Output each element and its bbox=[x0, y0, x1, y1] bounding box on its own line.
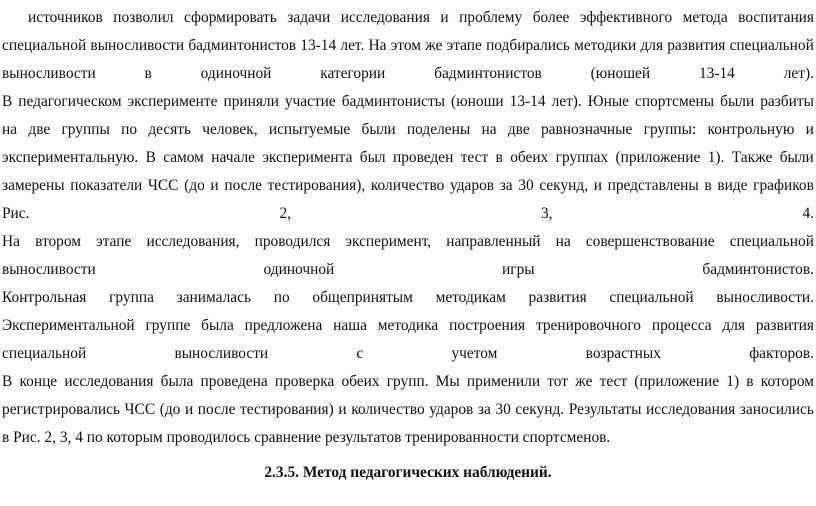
word: заносились bbox=[739, 401, 814, 418]
paragraph-line bbox=[28, 6, 814, 30]
word: равнозначные bbox=[540, 121, 633, 138]
word: специальной bbox=[609, 289, 694, 306]
word: развития bbox=[667, 37, 726, 54]
word: педагогическом bbox=[18, 93, 122, 110]
word: построения bbox=[449, 317, 526, 334]
word: представлены bbox=[607, 177, 699, 194]
word: в bbox=[495, 149, 503, 166]
word: количество bbox=[370, 177, 445, 194]
word: методика bbox=[377, 317, 439, 334]
word: 13-14 bbox=[698, 65, 735, 82]
word: и bbox=[184, 401, 194, 418]
word: направленный bbox=[446, 233, 541, 250]
word: задачи bbox=[287, 9, 331, 26]
word: бадминтонистов bbox=[434, 65, 542, 82]
word: этом bbox=[390, 37, 421, 54]
word: были bbox=[720, 93, 755, 110]
word: В bbox=[2, 93, 13, 110]
word: выносливости bbox=[2, 65, 96, 82]
word: группе bbox=[145, 317, 191, 334]
word: обеих bbox=[510, 149, 549, 166]
word: В bbox=[2, 373, 13, 390]
word: была bbox=[201, 317, 234, 334]
word: исследования bbox=[340, 9, 430, 26]
word: показатели bbox=[70, 177, 143, 194]
word: Рис. bbox=[2, 205, 30, 222]
word: учетом bbox=[451, 345, 498, 362]
word: Экспериментальной bbox=[2, 317, 135, 334]
paragraph-line bbox=[2, 314, 814, 338]
paragraph-line bbox=[2, 398, 814, 422]
word: в bbox=[704, 177, 712, 194]
word: контрольную bbox=[707, 121, 795, 138]
word: же bbox=[575, 373, 593, 390]
word: за bbox=[499, 177, 513, 194]
paragraph-line bbox=[2, 202, 814, 226]
paragraph-line bbox=[2, 62, 814, 86]
word: общепринятым bbox=[312, 289, 413, 306]
word: метода bbox=[682, 9, 728, 26]
paragraph-line bbox=[2, 174, 814, 198]
word: ударов bbox=[450, 177, 495, 194]
word: 13-14 bbox=[509, 93, 546, 110]
word: разбиты bbox=[760, 93, 814, 110]
word: поделены bbox=[406, 121, 471, 138]
word: более bbox=[532, 9, 570, 26]
word: группа bbox=[109, 289, 154, 306]
word: На bbox=[2, 233, 20, 250]
word: бадминтонистов bbox=[188, 37, 297, 54]
word: факторов. bbox=[749, 345, 814, 362]
word: (юноши bbox=[451, 93, 504, 110]
word: этапе bbox=[446, 37, 482, 54]
paragraph-line: в Рис. 2, 3, 4 по которым проводилось сравнение результатов тренированности спортсменов. bbox=[2, 429, 611, 446]
word: эксперимент, bbox=[345, 233, 432, 250]
word: количество bbox=[351, 401, 425, 418]
word: группы bbox=[61, 121, 110, 138]
word: и bbox=[593, 177, 602, 194]
word: после bbox=[224, 177, 262, 194]
word: тестирования), bbox=[267, 177, 366, 194]
word: Юные bbox=[587, 93, 629, 110]
word: же bbox=[425, 37, 443, 54]
word: занималась bbox=[176, 289, 251, 306]
word: выносливости. bbox=[716, 289, 814, 306]
paragraph-line bbox=[2, 286, 814, 310]
word: с bbox=[356, 345, 364, 362]
word: после bbox=[197, 401, 236, 418]
word: выносливости bbox=[2, 261, 96, 278]
word: проводился bbox=[254, 233, 331, 250]
word: В bbox=[145, 149, 156, 166]
word: в bbox=[746, 373, 754, 390]
word: (до bbox=[184, 177, 205, 194]
word: и bbox=[440, 9, 449, 26]
word: были bbox=[779, 149, 814, 166]
word: две bbox=[507, 121, 530, 138]
word: замерены bbox=[2, 177, 65, 194]
word: развития bbox=[528, 289, 587, 306]
word: была bbox=[160, 373, 194, 390]
word: выносливости bbox=[90, 37, 185, 54]
word: тестирования) bbox=[240, 401, 334, 418]
word: специальной bbox=[2, 345, 87, 362]
word: развития bbox=[755, 317, 814, 334]
word: группы: bbox=[643, 121, 697, 138]
word: и bbox=[210, 177, 219, 194]
paragraph-line bbox=[2, 258, 814, 282]
word: был bbox=[359, 149, 386, 166]
word: (до bbox=[159, 401, 181, 418]
word: ЧСС bbox=[147, 177, 179, 194]
word: Контрольная bbox=[2, 289, 87, 306]
paragraph-line bbox=[2, 370, 814, 394]
word: и bbox=[805, 121, 814, 138]
word: 30 bbox=[495, 401, 511, 418]
word: лет). bbox=[551, 93, 582, 110]
word: специальной bbox=[729, 37, 814, 54]
word: экспериментальную. bbox=[2, 149, 139, 166]
word: проведен bbox=[392, 149, 454, 166]
word: игры bbox=[502, 261, 535, 278]
word: 4. bbox=[802, 205, 814, 222]
word: процесса bbox=[651, 317, 712, 334]
word: методикам bbox=[435, 289, 506, 306]
word: по bbox=[273, 289, 290, 306]
word: графиков bbox=[753, 177, 814, 194]
word: начале bbox=[211, 149, 255, 166]
word: были bbox=[361, 121, 396, 138]
word: бадминтонисты bbox=[341, 93, 446, 110]
word: по bbox=[121, 121, 138, 138]
word: котором bbox=[760, 373, 814, 390]
word: Также bbox=[731, 149, 773, 166]
word: тот bbox=[547, 373, 568, 390]
word: для bbox=[722, 317, 746, 334]
word: регистрировались bbox=[2, 401, 120, 418]
word: тест bbox=[599, 373, 628, 390]
word: эксперимента bbox=[262, 149, 353, 166]
word: тест bbox=[460, 149, 489, 166]
word: две bbox=[28, 121, 51, 138]
word: (приложение bbox=[634, 373, 720, 390]
word: десять bbox=[148, 121, 192, 138]
word: виде bbox=[717, 177, 748, 194]
paragraph-line bbox=[2, 90, 814, 114]
word: выносливости bbox=[174, 345, 269, 362]
word: этапе bbox=[96, 233, 132, 250]
word: ЧСС bbox=[124, 401, 156, 418]
word: 1) bbox=[726, 373, 740, 390]
word: проверка bbox=[274, 373, 335, 390]
word: 1). bbox=[707, 149, 725, 166]
word: в bbox=[144, 65, 152, 82]
word: на bbox=[2, 121, 18, 138]
word: на bbox=[481, 121, 497, 138]
word: приняли bbox=[223, 93, 279, 110]
word: участие bbox=[284, 93, 336, 110]
word: воспитания bbox=[738, 9, 814, 26]
word: группах bbox=[555, 149, 609, 166]
word: бадминтонистов. bbox=[702, 261, 814, 278]
word: спортсмены bbox=[634, 93, 715, 110]
word: наша bbox=[333, 317, 367, 334]
word: 30 bbox=[518, 177, 534, 194]
word: испытуемые bbox=[268, 121, 351, 138]
word: исследования, bbox=[146, 233, 240, 250]
word: предложена bbox=[244, 317, 323, 334]
word: самом bbox=[163, 149, 204, 166]
word: за bbox=[477, 401, 491, 418]
word: сформировать bbox=[184, 9, 277, 26]
word: тренировочного bbox=[535, 317, 641, 334]
paragraph-line bbox=[2, 118, 814, 142]
word: категории bbox=[320, 65, 386, 82]
word: лет. bbox=[340, 37, 365, 54]
word: конце bbox=[19, 373, 58, 390]
word: секунд. bbox=[515, 401, 565, 418]
word: эксперименте bbox=[127, 93, 218, 110]
paragraph-line bbox=[2, 342, 814, 366]
paragraph-line bbox=[2, 34, 814, 58]
word: применили bbox=[466, 373, 541, 390]
word: источников bbox=[28, 9, 103, 26]
word: проведена bbox=[200, 373, 268, 390]
word: втором bbox=[35, 233, 82, 250]
word: совершенствование bbox=[585, 233, 715, 250]
word: для bbox=[640, 37, 664, 54]
word: (приложение bbox=[615, 149, 701, 166]
word: методики bbox=[574, 37, 637, 54]
word: одиночной bbox=[200, 65, 272, 82]
word: лет). bbox=[783, 65, 814, 82]
word: исследования bbox=[64, 373, 154, 390]
word: эффективного bbox=[579, 9, 673, 26]
word: проблему bbox=[459, 9, 523, 26]
word: человек, bbox=[202, 121, 258, 138]
word: секунд, bbox=[539, 177, 589, 194]
word: (юношей bbox=[590, 65, 651, 82]
word: и bbox=[338, 401, 347, 418]
word: 3, bbox=[540, 205, 553, 222]
word: 2, bbox=[279, 205, 291, 222]
word: ударов bbox=[429, 401, 474, 418]
word: специальной bbox=[729, 233, 814, 250]
paragraph-line bbox=[2, 146, 814, 170]
section-heading: 2.3.5. Метод педагогических наблюдений. bbox=[264, 464, 552, 481]
word: подбирались bbox=[486, 37, 570, 54]
word: исследования bbox=[646, 401, 736, 418]
word: одиночной bbox=[263, 261, 335, 278]
word: специальной bbox=[2, 37, 87, 54]
word: Мы bbox=[435, 373, 460, 390]
word: позволил bbox=[113, 9, 174, 26]
word: обеих bbox=[341, 373, 380, 390]
word: групп. bbox=[386, 373, 429, 390]
word: Результаты bbox=[568, 401, 642, 418]
word: возрастных bbox=[585, 345, 661, 362]
paragraph-line bbox=[2, 230, 814, 254]
word: На bbox=[368, 37, 387, 54]
word: на bbox=[555, 233, 571, 250]
word: 13-14 bbox=[300, 37, 337, 54]
